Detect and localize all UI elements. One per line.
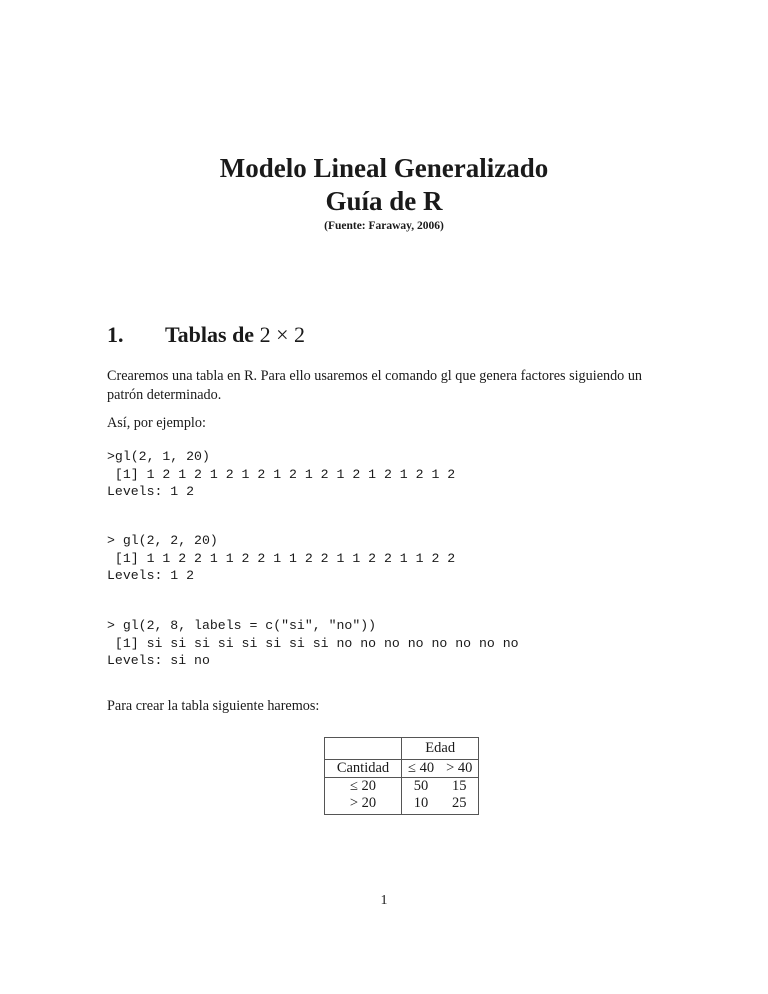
code-output: [1] si si si si si si si si no no no no no no no no bbox=[107, 635, 519, 651]
contingency-table bbox=[324, 737, 479, 815]
table-row-label: ≤ 20 bbox=[325, 778, 402, 796]
code-block-1 bbox=[107, 448, 455, 501]
table-cell: 25 bbox=[452, 795, 467, 811]
table-row bbox=[325, 778, 479, 796]
document-source: (Fuente: Faraway, 2006) bbox=[324, 220, 444, 232]
page-number: 1 bbox=[380, 893, 388, 908]
code-block-2 bbox=[107, 532, 455, 585]
code-levels: Levels: 1 2 bbox=[107, 484, 195, 499]
table-cell: 15 bbox=[452, 778, 467, 794]
table-row-label: > 20 bbox=[325, 795, 402, 815]
section-title: Tablas de bbox=[165, 322, 260, 347]
example-intro: Así, por ejemplo: bbox=[107, 415, 206, 431]
code-levels: Levels: 1 2 bbox=[107, 568, 195, 583]
section-title-math: 2 × 2 bbox=[259, 322, 305, 347]
code-block-3 bbox=[107, 617, 519, 670]
table-row-header: Cantidad bbox=[325, 760, 402, 778]
section-number: 1. bbox=[107, 322, 124, 347]
code-levels: Levels: si no bbox=[107, 653, 210, 668]
table-intro: Para crear la tabla siguiente haremos: bbox=[107, 698, 320, 714]
document-title: Modelo Lineal Generalizado bbox=[219, 153, 549, 183]
code-command: > gl(2, 8, labels = c("si", "no")) bbox=[107, 618, 377, 633]
table-row bbox=[325, 795, 479, 815]
code-command: > gl(2, 2, 20) bbox=[107, 533, 218, 548]
table-group-header: Edad bbox=[402, 738, 479, 760]
table-cell: 10 bbox=[413, 795, 429, 811]
table-cell: 50 bbox=[413, 778, 429, 794]
code-output: [1] 1 1 2 2 1 1 2 2 1 1 2 2 1 1 2 2 1 1 2 2 bbox=[107, 550, 456, 566]
section-heading bbox=[107, 322, 305, 348]
intro-paragraph: Crearemos una tabla en R. Para ello usaremos el comando gl que genera factores siguiendo un patrón determinado. bbox=[107, 368, 643, 403]
code-output: [1] 1 2 1 2 1 2 1 2 1 2 1 2 1 2 1 2 1 2 1 2 bbox=[107, 466, 456, 482]
table-corner bbox=[325, 738, 402, 760]
document-subtitle: Guía de R bbox=[325, 186, 443, 216]
code-command: >gl(2, 1, 20) bbox=[107, 449, 210, 464]
table-column-header: ≤ 40 bbox=[402, 760, 441, 778]
table-column-header: > 40 bbox=[440, 760, 479, 778]
